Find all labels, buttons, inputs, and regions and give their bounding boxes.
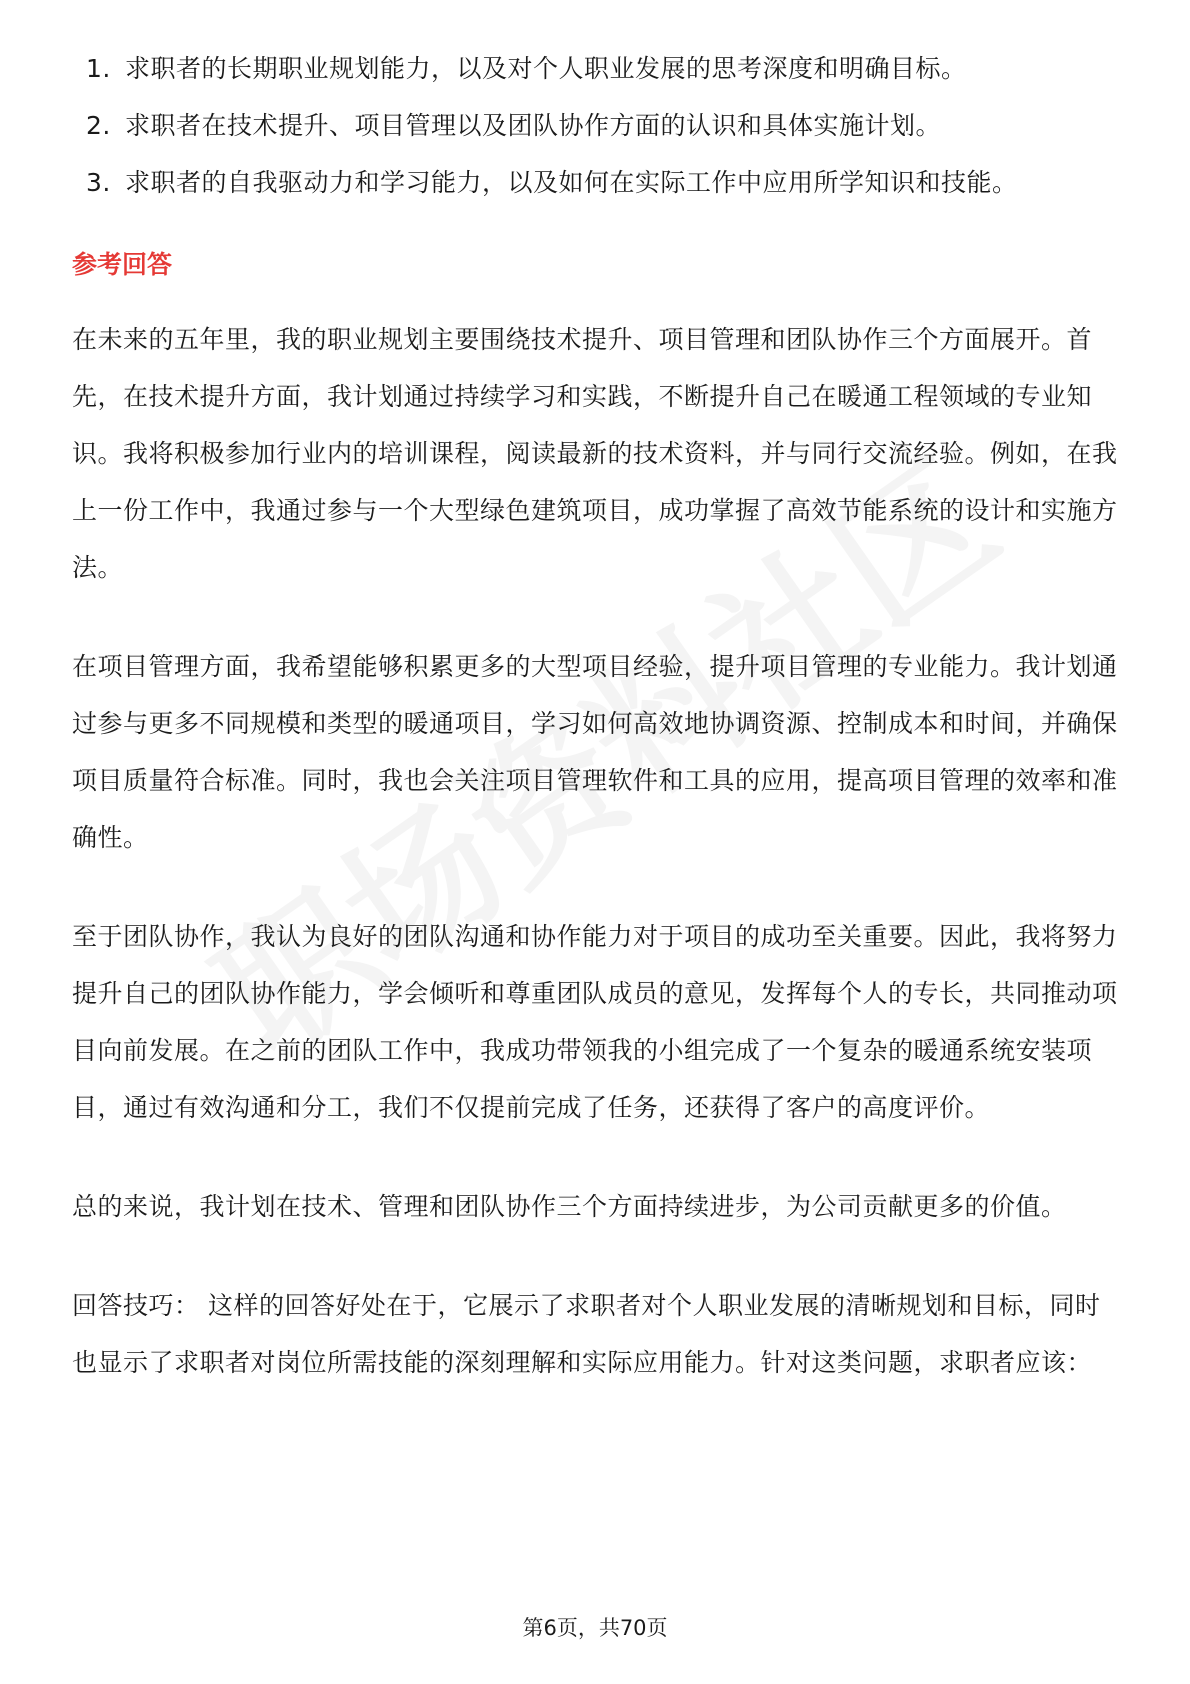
list-item: [72, 97, 1122, 154]
list-item: [72, 40, 1122, 97]
answer-paragraph: 至于团队协作，我认为良好的团队沟通和协作能力对于项目的成功至关重要。因此，我将努力提升自己的团队协作能力，学会倾听和尊重团队成员的意见，发挥每个人的专长，共同推动项目向前发展。在之前的团队工作中，我成功带领我的小组完成了一个复杂的暖通系统安装项目，通过有效沟通和分工，我们不仅提前完成了任务，还获得了客户的高度评价。: [72, 922, 1118, 1122]
page-number: 第6页，共70页: [522, 1616, 668, 1640]
list-item-number: 1.: [86, 54, 111, 83]
answer-paragraph: 总的来说，我计划在技术、管理和团队协作三个方面持续进步，为公司贡献更多的价值。: [72, 1192, 1067, 1221]
page-content: [72, 40, 1122, 1433]
section-title: 参考回答: [72, 250, 173, 279]
list-item-text: 求职者的长期职业规划能力，以及对个人职业发展的思考深度和明确目标。: [125, 54, 967, 83]
list-item-number: 2.: [86, 111, 111, 140]
tips-paragraph: 回答技巧： 这样的回答好处在于，它展示了求职者对个人职业发展的清晰规划和目标，同时也显示了求职者对岗位所需技能的深刻理解和实际应用能力。针对这类问题，求职者应该：: [72, 1291, 1101, 1377]
list-item-text: 求职者在技术提升、项目管理以及团队协作方面的认识和具体实施计划。: [125, 111, 942, 140]
evaluation-points-list: [72, 40, 1122, 211]
list-item: [72, 154, 1122, 211]
answer-paragraph: 在未来的五年里，我的职业规划主要围绕技术提升、项目管理和团队协作三个方面展开。首先，在技术提升方面，我计划通过持续学习和实践，不断提升自己在暖通工程领域的专业知识。我将积极参加行业内的培训课程，阅读最新的技术资料，并与同行交流经验。例如，在我上一份工作中，我通过参与一个大型绿色建筑项目，成功掌握了高效节能系统的设计和实施方法。: [72, 325, 1118, 582]
list-item-number: 3.: [86, 168, 111, 197]
answer-paragraph: 在项目管理方面，我希望能够积累更多的大型项目经验，提升项目管理的专业能力。我计划通过参与更多不同规模和类型的暖通项目，学习如何高效地协调资源、控制成本和时间，并确保项目质量符合标准。同时，我也会关注项目管理软件和工具的应用，提高项目管理的效率和准确性。: [72, 652, 1118, 852]
list-item-text: 求职者的自我驱动力和学习能力，以及如何在实际工作中应用所学知识和技能。: [125, 168, 1018, 197]
